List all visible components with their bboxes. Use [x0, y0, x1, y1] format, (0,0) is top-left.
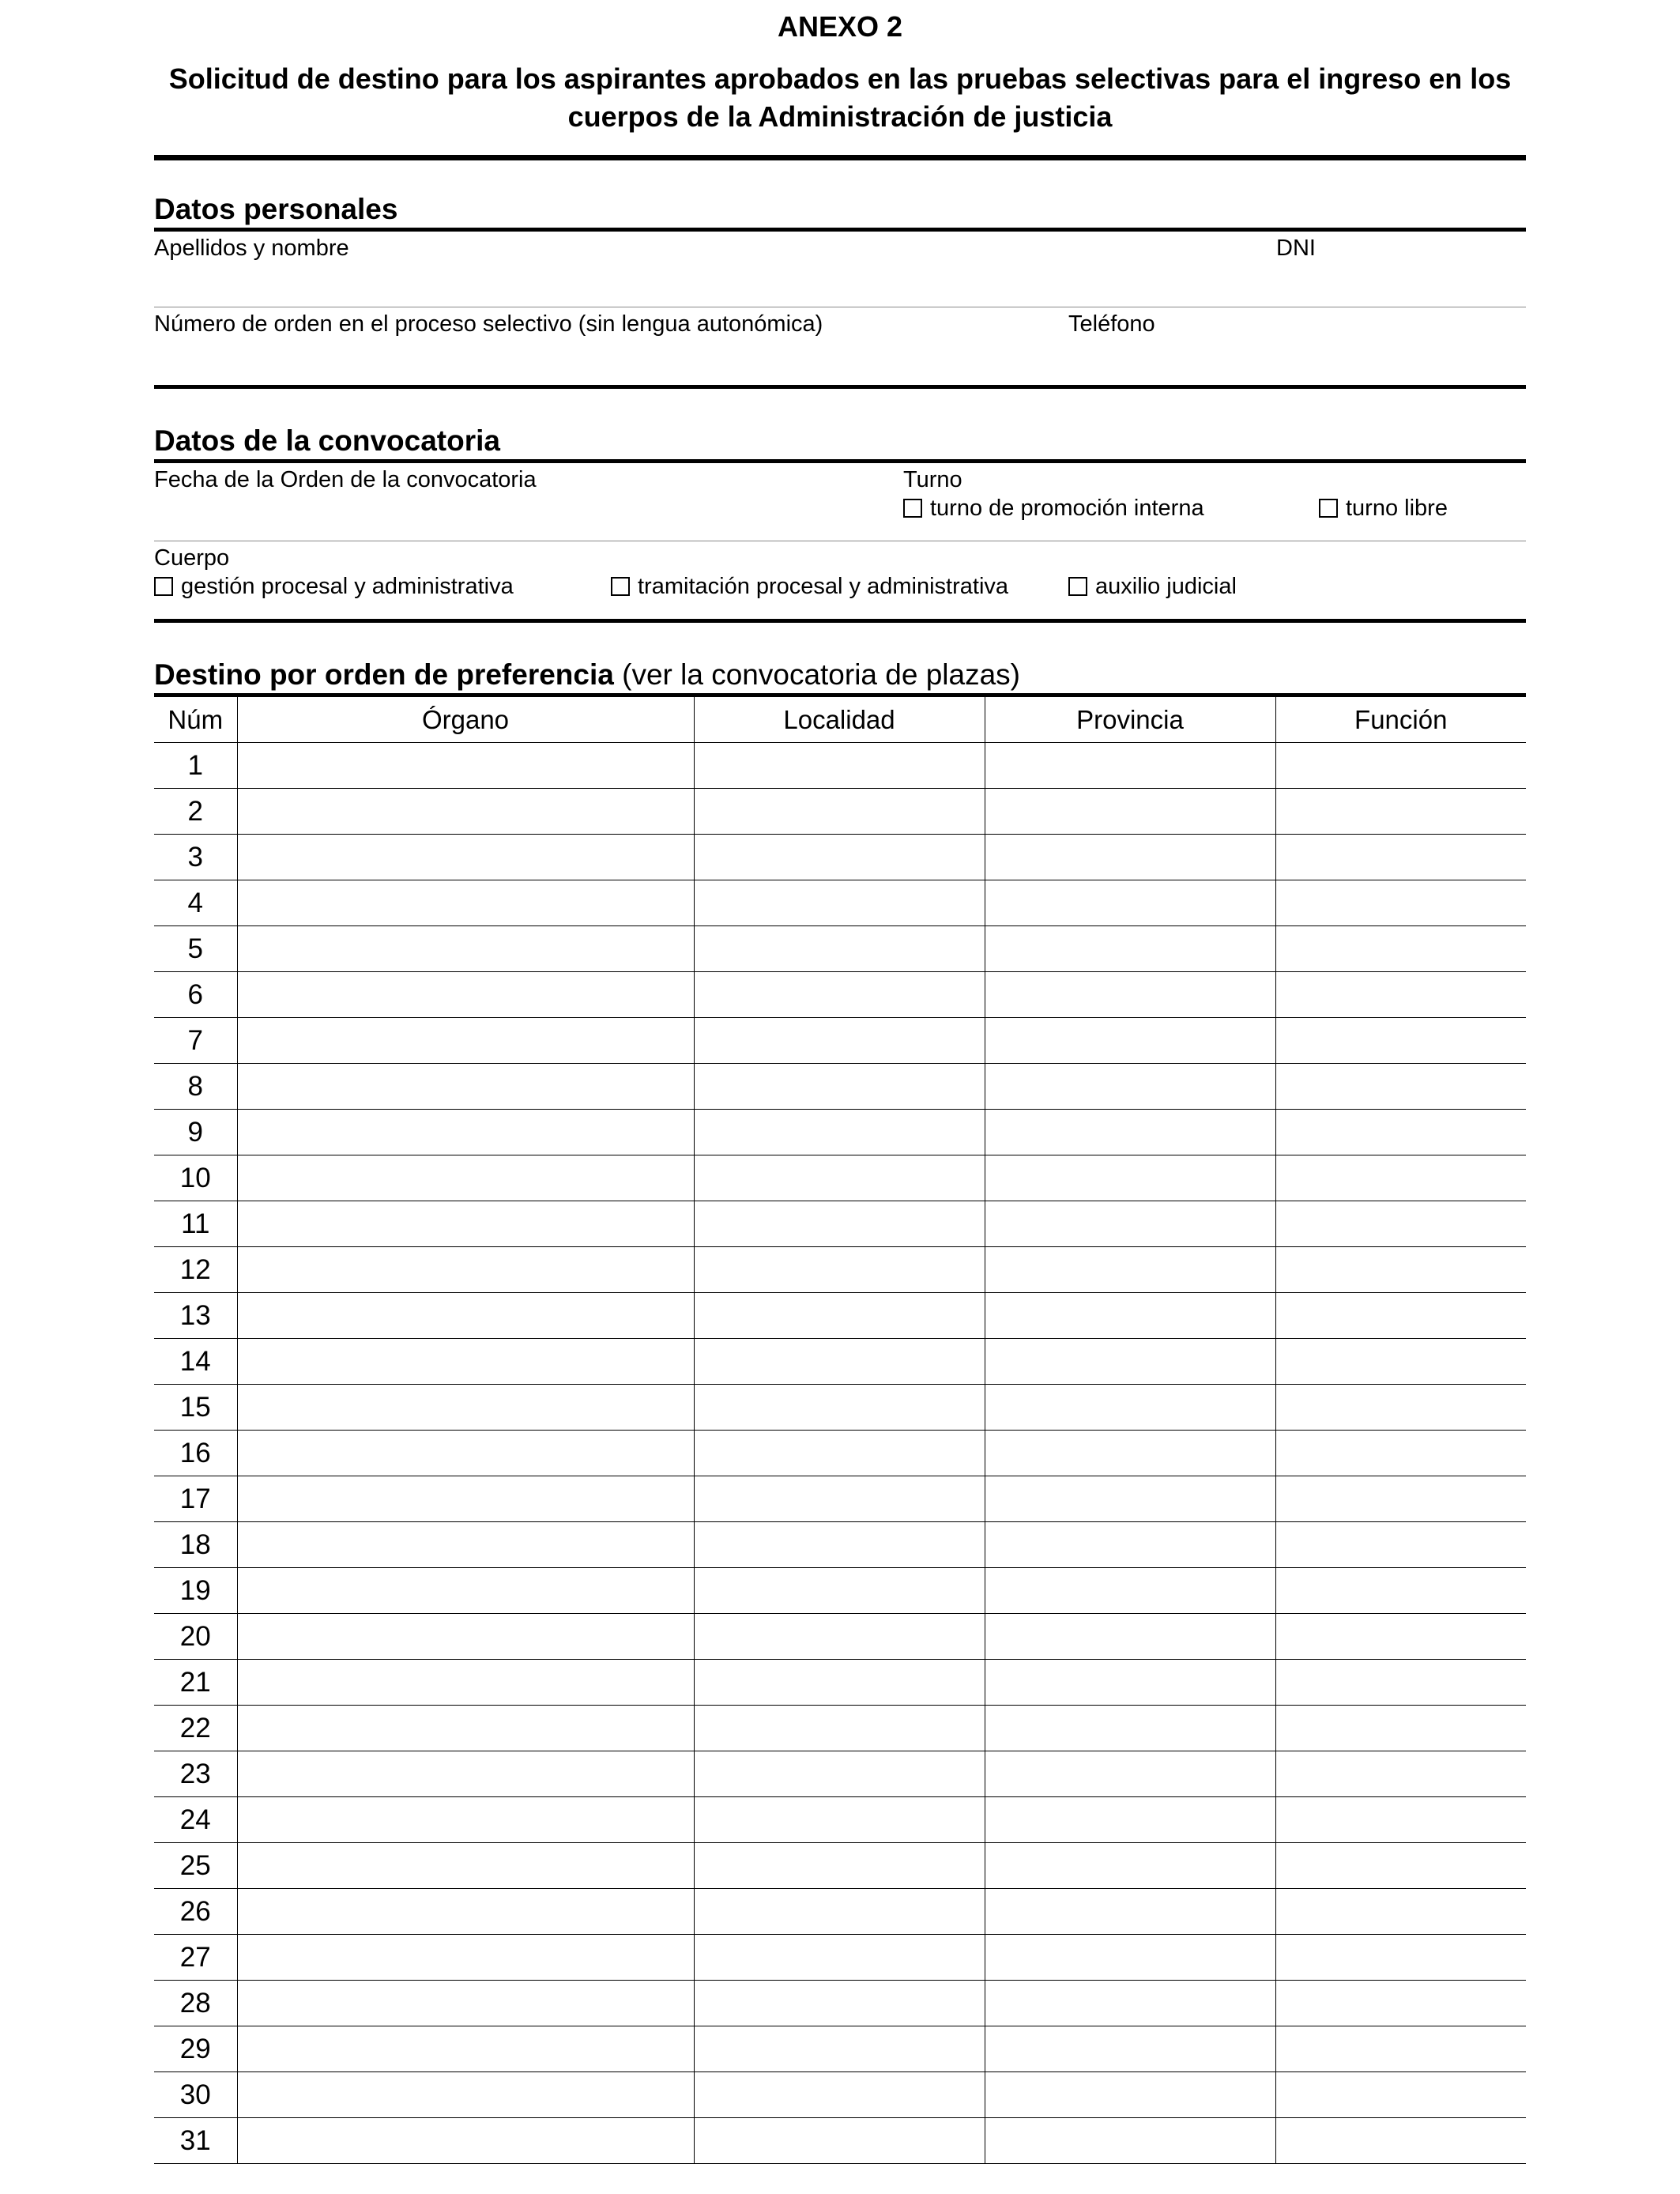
localidad-cell[interactable]: [694, 789, 985, 835]
personal-end-rule: [154, 385, 1526, 389]
table-row: [154, 1201, 1526, 1247]
telefono-label: Teléfono: [1068, 311, 1155, 337]
organo-cell[interactable]: [237, 1339, 694, 1385]
row-number: 15: [154, 1385, 237, 1431]
row-number: 21: [154, 1660, 237, 1706]
organo-cell[interactable]: [237, 1385, 694, 1431]
localidad-cell[interactable]: [694, 972, 985, 1018]
provincia-cell[interactable]: [985, 1935, 1275, 1981]
row-number: 20: [154, 1614, 237, 1660]
localidad-cell[interactable]: [694, 1064, 985, 1110]
organo-cell[interactable]: [237, 1889, 694, 1935]
cuerpo-gestion-label: gestión procesal y administrativa: [181, 574, 514, 599]
turno-libre-label: turno libre: [1346, 496, 1448, 521]
funcion-cell[interactable]: [1275, 2118, 1526, 2164]
funcion-cell[interactable]: [1275, 1018, 1526, 1064]
table-row: [154, 1064, 1526, 1110]
table-row: [154, 1247, 1526, 1293]
funcion-cell[interactable]: [1275, 1568, 1526, 1614]
column-header-funcion: Función: [1275, 697, 1526, 743]
funcion-cell[interactable]: [1275, 1889, 1526, 1935]
localidad-cell[interactable]: [694, 1889, 985, 1935]
apellidos-nombre-label: Apellidos y nombre: [154, 236, 349, 261]
organo-cell[interactable]: [237, 926, 694, 972]
provincia-cell[interactable]: [985, 1247, 1275, 1293]
localidad-cell[interactable]: [694, 1155, 985, 1201]
organo-cell[interactable]: [237, 1797, 694, 1843]
localidad-cell[interactable]: [694, 835, 985, 880]
funcion-cell[interactable]: [1275, 1431, 1526, 1476]
localidad-cell[interactable]: [694, 1385, 985, 1431]
table-row: [154, 1155, 1526, 1201]
funcion-cell[interactable]: [1275, 1293, 1526, 1339]
row-number: 16: [154, 1431, 237, 1476]
localidad-cell[interactable]: [694, 1293, 985, 1339]
row-number: 9: [154, 1110, 237, 1155]
organo-cell[interactable]: [237, 1568, 694, 1614]
funcion-cell[interactable]: [1275, 1751, 1526, 1797]
fecha-turno-row: [154, 463, 1526, 541]
row-number: 1: [154, 743, 237, 789]
localidad-cell[interactable]: [694, 1981, 985, 2026]
row-number: 22: [154, 1706, 237, 1751]
localidad-cell[interactable]: [694, 1751, 985, 1797]
organo-cell[interactable]: [237, 2026, 694, 2072]
localidad-cell[interactable]: [694, 2026, 985, 2072]
provincia-cell[interactable]: [985, 1201, 1275, 1247]
table-row: [154, 972, 1526, 1018]
localidad-cell[interactable]: [694, 1660, 985, 1706]
table-row: [154, 1751, 1526, 1797]
localidad-cell[interactable]: [694, 1476, 985, 1522]
column-header-localidad: Localidad: [694, 697, 985, 743]
cuerpo-auxilio-option[interactable]: [1068, 573, 1237, 600]
localidad-cell[interactable]: [694, 926, 985, 972]
row-number: 17: [154, 1476, 237, 1522]
row-number: 28: [154, 1981, 237, 2026]
funcion-cell[interactable]: [1275, 1201, 1526, 1247]
turno-promocion-checkbox[interactable]: [903, 499, 922, 518]
provincia-cell[interactable]: [985, 1751, 1275, 1797]
provincia-cell[interactable]: [985, 1339, 1275, 1385]
row-number: 29: [154, 2026, 237, 2072]
table-row: [154, 1660, 1526, 1706]
orden-telefono-row[interactable]: [154, 307, 1526, 385]
row-number: 8: [154, 1064, 237, 1110]
table-row: [154, 1339, 1526, 1385]
turno-libre-checkbox[interactable]: [1319, 499, 1338, 518]
funcion-cell[interactable]: [1275, 2026, 1526, 2072]
provincia-cell[interactable]: [985, 1889, 1275, 1935]
organo-cell[interactable]: [237, 1247, 694, 1293]
localidad-cell[interactable]: [694, 1706, 985, 1751]
organo-cell[interactable]: [237, 1660, 694, 1706]
table-row: [154, 2026, 1526, 2072]
funcion-cell[interactable]: [1275, 1706, 1526, 1751]
turno-libre-option[interactable]: [1319, 495, 1448, 522]
funcion-cell[interactable]: [1275, 1660, 1526, 1706]
funcion-cell[interactable]: [1275, 1247, 1526, 1293]
table-row: [154, 2072, 1526, 2118]
cuerpo-tramitacion-label: tramitación procesal y administrativa: [638, 574, 1009, 599]
funcion-cell[interactable]: [1275, 1843, 1526, 1889]
provincia-cell[interactable]: [985, 1843, 1275, 1889]
organo-cell[interactable]: [237, 789, 694, 835]
provincia-cell[interactable]: [985, 1155, 1275, 1201]
cuerpo-gestion-option[interactable]: [154, 573, 514, 600]
localidad-cell[interactable]: [694, 1201, 985, 1247]
organo-cell[interactable]: [237, 880, 694, 926]
row-number: 6: [154, 972, 237, 1018]
table-row: [154, 743, 1526, 789]
localidad-cell[interactable]: [694, 880, 985, 926]
localidad-cell[interactable]: [694, 1843, 985, 1889]
organo-cell[interactable]: [237, 1614, 694, 1660]
table-row: [154, 1110, 1526, 1155]
annex-title: ANEXO 2: [777, 10, 903, 43]
funcion-cell[interactable]: [1275, 972, 1526, 1018]
localidad-cell[interactable]: [694, 1568, 985, 1614]
funcion-cell[interactable]: [1275, 1110, 1526, 1155]
row-number: 4: [154, 880, 237, 926]
funcion-cell[interactable]: [1275, 835, 1526, 880]
provincia-cell[interactable]: [985, 1385, 1275, 1431]
provincia-cell[interactable]: [985, 2072, 1275, 2118]
row-number: 25: [154, 1843, 237, 1889]
turno-label: Turno: [903, 467, 962, 492]
destino-table: [154, 697, 1526, 2164]
cuerpo-tramitacion-option[interactable]: [611, 573, 1008, 600]
table-row: [154, 1018, 1526, 1064]
provincia-cell[interactable]: [985, 2118, 1275, 2164]
provincia-cell[interactable]: [985, 1431, 1275, 1476]
provincia-cell[interactable]: [985, 1568, 1275, 1614]
row-number: 11: [154, 1201, 237, 1247]
row-number: 19: [154, 1568, 237, 1614]
localidad-cell[interactable]: [694, 1797, 985, 1843]
form-page: [154, 0, 1526, 2164]
organo-cell[interactable]: [237, 1706, 694, 1751]
organo-cell[interactable]: [237, 1201, 694, 1247]
provincia-cell[interactable]: [985, 789, 1275, 835]
provincia-cell[interactable]: [985, 743, 1275, 789]
cuerpo-tramitacion-checkbox[interactable]: [611, 577, 630, 596]
table-row: [154, 1476, 1526, 1522]
organo-cell[interactable]: [237, 835, 694, 880]
table-row: [154, 1614, 1526, 1660]
name-dni-row[interactable]: [154, 232, 1526, 307]
organo-cell[interactable]: [237, 1522, 694, 1568]
funcion-cell[interactable]: [1275, 1155, 1526, 1201]
organo-cell[interactable]: [237, 2118, 694, 2164]
provincia-cell[interactable]: [985, 835, 1275, 880]
provincia-cell[interactable]: [985, 1706, 1275, 1751]
localidad-cell[interactable]: [694, 1018, 985, 1064]
localidad-cell[interactable]: [694, 1935, 985, 1981]
provincia-cell[interactable]: [985, 926, 1275, 972]
table-row: [154, 880, 1526, 926]
localidad-cell[interactable]: [694, 1247, 985, 1293]
section-personal-heading: Datos personales: [154, 193, 398, 225]
row-number: 31: [154, 2118, 237, 2164]
funcion-cell[interactable]: [1275, 2072, 1526, 2118]
provincia-cell[interactable]: [985, 880, 1275, 926]
funcion-cell[interactable]: [1275, 880, 1526, 926]
destino-heading-bold: Destino por orden de preferencia: [154, 658, 614, 691]
provincia-cell[interactable]: [985, 1018, 1275, 1064]
funcion-cell[interactable]: [1275, 743, 1526, 789]
organo-cell[interactable]: [237, 1293, 694, 1339]
table-row: [154, 1706, 1526, 1751]
localidad-cell[interactable]: [694, 2118, 985, 2164]
table-header-row: [154, 697, 1526, 743]
row-number: 3: [154, 835, 237, 880]
organo-cell[interactable]: [237, 1018, 694, 1064]
localidad-cell[interactable]: [694, 743, 985, 789]
provincia-cell[interactable]: [985, 1981, 1275, 2026]
funcion-cell[interactable]: [1275, 1476, 1526, 1522]
provincia-cell[interactable]: [985, 1660, 1275, 1706]
dni-label: DNI: [1276, 236, 1316, 261]
table-row: [154, 1385, 1526, 1431]
header-rule: [154, 155, 1526, 160]
numero-orden-label: Número de orden en el proceso selectivo (sin lengua autonómica): [154, 311, 823, 337]
table-row: [154, 1935, 1526, 1981]
organo-cell[interactable]: [237, 1110, 694, 1155]
table-row: [154, 1981, 1526, 2026]
destino-heading-note: (ver la convocatoria de plazas): [622, 658, 1020, 691]
row-number: 27: [154, 1935, 237, 1981]
row-number: 24: [154, 1797, 237, 1843]
table-row: [154, 1843, 1526, 1889]
destino-table-body: [154, 743, 1526, 2164]
table-row: [154, 1431, 1526, 1476]
turno-promocion-label: turno de promoción interna: [930, 496, 1204, 521]
organo-cell[interactable]: [237, 1064, 694, 1110]
provincia-cell[interactable]: [985, 1476, 1275, 1522]
row-number: 7: [154, 1018, 237, 1064]
localidad-cell[interactable]: [694, 1110, 985, 1155]
cuerpo-auxilio-label: auxilio judicial: [1095, 574, 1237, 599]
organo-cell[interactable]: [237, 1751, 694, 1797]
funcion-cell[interactable]: [1275, 1797, 1526, 1843]
funcion-cell[interactable]: [1275, 1522, 1526, 1568]
provincia-cell[interactable]: [985, 1614, 1275, 1660]
row-number: 2: [154, 789, 237, 835]
localidad-cell[interactable]: [694, 1339, 985, 1385]
fecha-orden-label: Fecha de la Orden de la convocatoria: [154, 467, 537, 492]
table-row: [154, 1568, 1526, 1614]
cuerpo-auxilio-checkbox[interactable]: [1068, 577, 1087, 596]
convocatoria-end-rule: [154, 619, 1526, 623]
row-number: 12: [154, 1247, 237, 1293]
organo-cell[interactable]: [237, 972, 694, 1018]
row-number: 13: [154, 1293, 237, 1339]
funcion-cell[interactable]: [1275, 1614, 1526, 1660]
funcion-cell[interactable]: [1275, 926, 1526, 972]
provincia-cell[interactable]: [985, 1293, 1275, 1339]
funcion-cell[interactable]: [1275, 1981, 1526, 2026]
column-header-provincia: Provincia: [985, 697, 1275, 743]
funcion-cell[interactable]: [1275, 1339, 1526, 1385]
organo-cell[interactable]: [237, 1935, 694, 1981]
row-number: 14: [154, 1339, 237, 1385]
localidad-cell[interactable]: [694, 1614, 985, 1660]
provincia-cell[interactable]: [985, 1522, 1275, 1568]
row-number: 30: [154, 2072, 237, 2118]
column-header-organo: Órgano: [237, 697, 694, 743]
organo-cell[interactable]: [237, 1155, 694, 1201]
table-row: [154, 1293, 1526, 1339]
organo-cell[interactable]: [237, 1476, 694, 1522]
table-row: [154, 1797, 1526, 1843]
organo-cell[interactable]: [237, 1843, 694, 1889]
provincia-cell[interactable]: [985, 1064, 1275, 1110]
funcion-cell[interactable]: [1275, 789, 1526, 835]
organo-cell[interactable]: [237, 1431, 694, 1476]
form-subtitle: Solicitud de destino para los aspirantes aprobados en las pruebas selectivas para el ingreso en los cuerpos de la Administración de justicia: [168, 62, 1512, 133]
table-row: [154, 1522, 1526, 1568]
cuerpo-row: [154, 541, 1526, 619]
provincia-cell[interactable]: [985, 2026, 1275, 2072]
section-convocatoria-heading: Datos de la convocatoria: [154, 424, 500, 457]
provincia-cell[interactable]: [985, 1110, 1275, 1155]
funcion-cell[interactable]: [1275, 1935, 1526, 1981]
row-number: 10: [154, 1155, 237, 1201]
table-row: [154, 835, 1526, 880]
funcion-cell[interactable]: [1275, 1064, 1526, 1110]
funcion-cell[interactable]: [1275, 1385, 1526, 1431]
row-number: 5: [154, 926, 237, 972]
organo-cell[interactable]: [237, 2072, 694, 2118]
organo-cell[interactable]: [237, 743, 694, 789]
table-row: [154, 789, 1526, 835]
provincia-cell[interactable]: [985, 972, 1275, 1018]
turno-promocion-option[interactable]: [903, 495, 1204, 522]
localidad-cell[interactable]: [694, 1431, 985, 1476]
provincia-cell[interactable]: [985, 1797, 1275, 1843]
cuerpo-gestion-checkbox[interactable]: [154, 577, 173, 596]
table-row: [154, 1889, 1526, 1935]
row-number: 23: [154, 1751, 237, 1797]
table-row: [154, 926, 1526, 972]
row-number: 18: [154, 1522, 237, 1568]
row-number: 26: [154, 1889, 237, 1935]
section-destino-heading: [154, 658, 1526, 692]
cuerpo-label: Cuerpo: [154, 545, 230, 571]
column-header-num: Núm: [154, 697, 237, 743]
table-row: [154, 2118, 1526, 2164]
organo-cell[interactable]: [237, 1981, 694, 2026]
localidad-cell[interactable]: [694, 1522, 985, 1568]
localidad-cell[interactable]: [694, 2072, 985, 2118]
